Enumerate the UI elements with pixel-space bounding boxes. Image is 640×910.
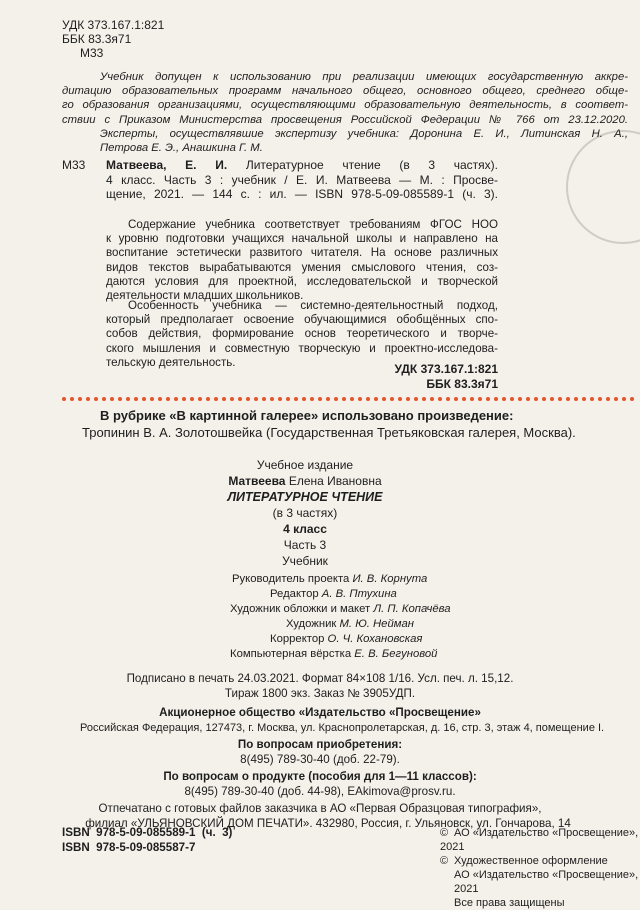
annotation-line: даются условия для проектной, исследовательской и творческой [106, 274, 498, 288]
separator-dot [278, 397, 282, 401]
print-info-line: Тираж 1800 экз. Заказ № 3905УДП. [224, 687, 416, 700]
imprint-parts: (в 3 частях) [272, 506, 338, 520]
separator-dot [566, 397, 570, 401]
experts-line: Эксперты, осуществлявшие экспертизу учебника: Доронина Е. И., Литинская Н. А., [100, 127, 628, 140]
separator-dot [142, 397, 146, 401]
approval-line: ствии с Приказом Министерства просвещения Российской Федерации № 766 от 23.12.2020. [62, 113, 628, 126]
credit-role: Редактор [270, 588, 319, 600]
separator-dot [550, 397, 554, 401]
copyright-block [440, 826, 640, 910]
separator-dot [190, 397, 194, 401]
imprint-grade: 4 класс [283, 522, 327, 536]
udk-code-bottom: УДК 373.167.1:821 [394, 362, 498, 376]
imprint-title: ЛИТЕРАТУРНОЕ ЧТЕНИЕ [227, 490, 383, 504]
dotted-separator [62, 397, 632, 401]
separator-dot [446, 397, 450, 401]
credit-line [286, 617, 414, 631]
bib-title: Литературное чтение (в 3 частях). [245, 158, 499, 172]
separator-dot [230, 397, 234, 401]
credit-line [232, 572, 427, 586]
separator-dot [62, 397, 66, 401]
separator-dot [214, 397, 218, 401]
purchase-phone: 8(495) 789-30-40 (доб. 22-79). [240, 753, 400, 766]
print-info-line: Подписано в печать 24.03.2021. Формат 84×108 1/16. Усл. печ. л. 15,12. [126, 672, 514, 685]
bibliographic-record [62, 158, 498, 202]
separator-dot [582, 397, 586, 401]
separator-dot [310, 397, 314, 401]
separator-dot [238, 397, 242, 401]
bbk-code: ББК 83.3я71 [62, 32, 132, 46]
separator-dot [574, 397, 578, 401]
separator-dot [174, 397, 178, 401]
separator-dot [222, 397, 226, 401]
product-contact: 8(495) 789-30-40 (доб. 44-98), EAkimova@prosv.ru. [184, 785, 456, 798]
gallery-heading: В рубрике «В картинной галерее» использовано произведение: [100, 408, 514, 423]
credit-name: Е. В. Бегуновой [354, 648, 438, 660]
classification-block [62, 18, 164, 60]
separator-dot [286, 397, 290, 401]
annotation-line: Особенность учебника — системно-деятельностный подход, [128, 299, 498, 312]
credit-name: О. Ч. Кохановская [327, 633, 423, 645]
copyright-symbol: © [440, 855, 449, 867]
separator-dot [414, 397, 418, 401]
bib-author: Матвеева, Е. И. [106, 158, 228, 172]
separator-dot [198, 397, 202, 401]
separator-dot [534, 397, 538, 401]
imprint-author-first: Елена Ивановна [288, 474, 382, 488]
separator-dot [318, 397, 322, 401]
separator-dot [350, 397, 354, 401]
separator-dot [110, 397, 114, 401]
publisher-name: Акционерное общество «Издательство «Просвещение» [159, 706, 481, 719]
separator-dot [622, 397, 626, 401]
separator-dot [358, 397, 362, 401]
annotation-line: тельскую деятельность. [106, 355, 236, 369]
bib-line: 4 класс. Часть 3 : учебник / Е. И. Матвеева — М. : Просве- [106, 172, 498, 187]
separator-dot [486, 397, 490, 401]
separator-dot [342, 397, 346, 401]
separator-dot [262, 397, 266, 401]
separator-dot [246, 397, 250, 401]
imprint-author [160, 474, 450, 489]
annotation-classification [395, 362, 498, 392]
separator-dot [438, 397, 442, 401]
separator-dot [270, 397, 274, 401]
separator-dot [606, 397, 610, 401]
imprint-part: Часть 3 [283, 538, 327, 552]
separator-dot [294, 397, 298, 401]
separator-dot [590, 397, 594, 401]
separator-dot [614, 397, 618, 401]
annotation-line: деятельности младших школьников. [106, 289, 304, 303]
credit-line [230, 602, 451, 616]
separator-dot [150, 397, 154, 401]
annotation-line: воспитание эстетически развитого читателя. На основе различных [106, 246, 498, 260]
separator-dot [206, 397, 210, 401]
annotation-line: к уровню подготовки учащихся начальной школы и направлено на [106, 232, 498, 246]
credit-name: И. В. Корнута [352, 573, 428, 585]
credit-line [270, 632, 422, 646]
separator-dot [510, 397, 514, 401]
separator-dot [78, 397, 82, 401]
separator-dot [558, 397, 562, 401]
separator-dot [118, 397, 122, 401]
separator-dot [470, 397, 474, 401]
credit-name: М. Ю. Нейман [339, 618, 414, 630]
separator-dot [102, 397, 106, 401]
approval-line: Учебник допущен к использованию при реализации имеющих государственную аккре- [100, 71, 628, 83]
separator-dot [254, 397, 258, 401]
separator-dot [494, 397, 498, 401]
separator-dot [326, 397, 330, 401]
separator-dot [526, 397, 530, 401]
separator-dot [158, 397, 162, 401]
isbn-list [62, 826, 232, 855]
bib-line: щение, 2021. — 144 с. : ил. — ISBN 978-5-09-085589-1 (ч. 3). [106, 187, 498, 202]
separator-dot [390, 397, 394, 401]
credit-role: Руководитель проекта [232, 573, 350, 585]
copyright-line: Все права защищены [454, 897, 565, 909]
copyright-line: Художественное оформление [454, 855, 608, 867]
separator-dot [86, 397, 90, 401]
gallery-work: Тропинин В. А. Золотошвейка (Государственная Третьяковская галерея, Москва). [82, 425, 576, 440]
printing-line: филиал «УЛЬЯНОВСКИЙ ДОМ ПЕЧАТИ». 432980, Россия, г. Ульяновск, ул. Гончарова, 14 [85, 817, 571, 830]
separator-dot [382, 397, 386, 401]
separator-dot [302, 397, 306, 401]
separator-dot [126, 397, 130, 401]
imprint-type: Учебник [282, 554, 328, 568]
copyright-line: АО «Издательство «Просвещение», 2021 [440, 827, 639, 853]
separator-dot [454, 397, 458, 401]
credit-role: Художник обложки и макет [230, 603, 371, 615]
separator-dot [542, 397, 546, 401]
annotation-line: собов действия, формирование основ теоретического и творче- [106, 327, 498, 341]
separator-dot [462, 397, 466, 401]
separator-dot [366, 397, 370, 401]
separator-dot [598, 397, 602, 401]
product-heading: По вопросам о продукте (пособия для 1—11 классов): [163, 770, 477, 783]
annotation-paragraph-2 [106, 299, 498, 370]
imprint-author-last: Матвеева [228, 474, 286, 488]
separator-dot [182, 397, 186, 401]
separator-dot [406, 397, 410, 401]
credit-line [270, 587, 397, 601]
imprint-edition-type: Учебное издание [256, 458, 354, 472]
separator-dot [70, 397, 74, 401]
annotation-line: Содержание учебника соответствует требованиям ФГОС НОО [128, 218, 498, 231]
credit-name: Л. П. Копачёва [373, 603, 451, 615]
author-mark: М33 [80, 46, 104, 60]
approval-line: дитацию образовательных программ начального общего, основного общего, среднего обще- [62, 85, 628, 98]
udk-code: УДК 373.167.1:821 [62, 18, 165, 32]
separator-dot [374, 397, 378, 401]
credit-role: Художник [286, 618, 337, 630]
isbn-line: ISBN 978-5-09-085587-7 [62, 840, 196, 854]
publisher-address: Российская Федерация, 127473, г. Москва, ул. Краснопролетарская, д. 16, стр. 3, этаж 4, помещение I. [80, 722, 605, 734]
annotation-line: который предполагает освоение обучающимися обобщённых спо- [106, 313, 498, 327]
isbn-line: ISBN 978-5-09-085589-1 (ч. 3) [62, 826, 233, 839]
separator-dot [518, 397, 522, 401]
bbk-code-bottom: ББК 83.3я71 [426, 377, 498, 391]
credit-role: Компьютерная вёрстка [230, 648, 352, 660]
copyright-symbol: © [440, 827, 449, 839]
separator-dot [398, 397, 402, 401]
separator-dot [502, 397, 506, 401]
bib-mark: М33 [62, 158, 86, 172]
separator-dot [478, 397, 482, 401]
credit-role: Корректор [270, 633, 325, 645]
separator-dot [430, 397, 434, 401]
separator-dot [166, 397, 170, 401]
copyright-line: АО «Издательство «Просвещение», 2021 [454, 869, 639, 895]
experts-line: Петрова Е. Э., Анашкина Г. М. [100, 142, 263, 155]
approval-statement [62, 70, 628, 155]
annotation-line: ского мышления и совместную творческую и проектно-исследова- [106, 341, 498, 355]
printing-line: Отпечатано с готовых файлов заказчика в АО «Первая Образцовая типография», [98, 802, 542, 815]
separator-dot [94, 397, 98, 401]
separator-dot [422, 397, 426, 401]
purchase-heading: По вопросам приобретения: [237, 738, 403, 751]
credit-name: А. В. Птухина [321, 588, 397, 600]
annotation-paragraph-1 [106, 218, 498, 303]
separator-dot [630, 397, 634, 401]
credit-line [230, 647, 437, 661]
approval-line: го образования организациями, осуществляющими образовательную деятельность, в соответ- [62, 99, 628, 112]
separator-dot [134, 397, 138, 401]
annotation-line: видов текстов вырабатываются умения смыслового чтения, соз- [106, 260, 498, 274]
separator-dot [334, 397, 338, 401]
